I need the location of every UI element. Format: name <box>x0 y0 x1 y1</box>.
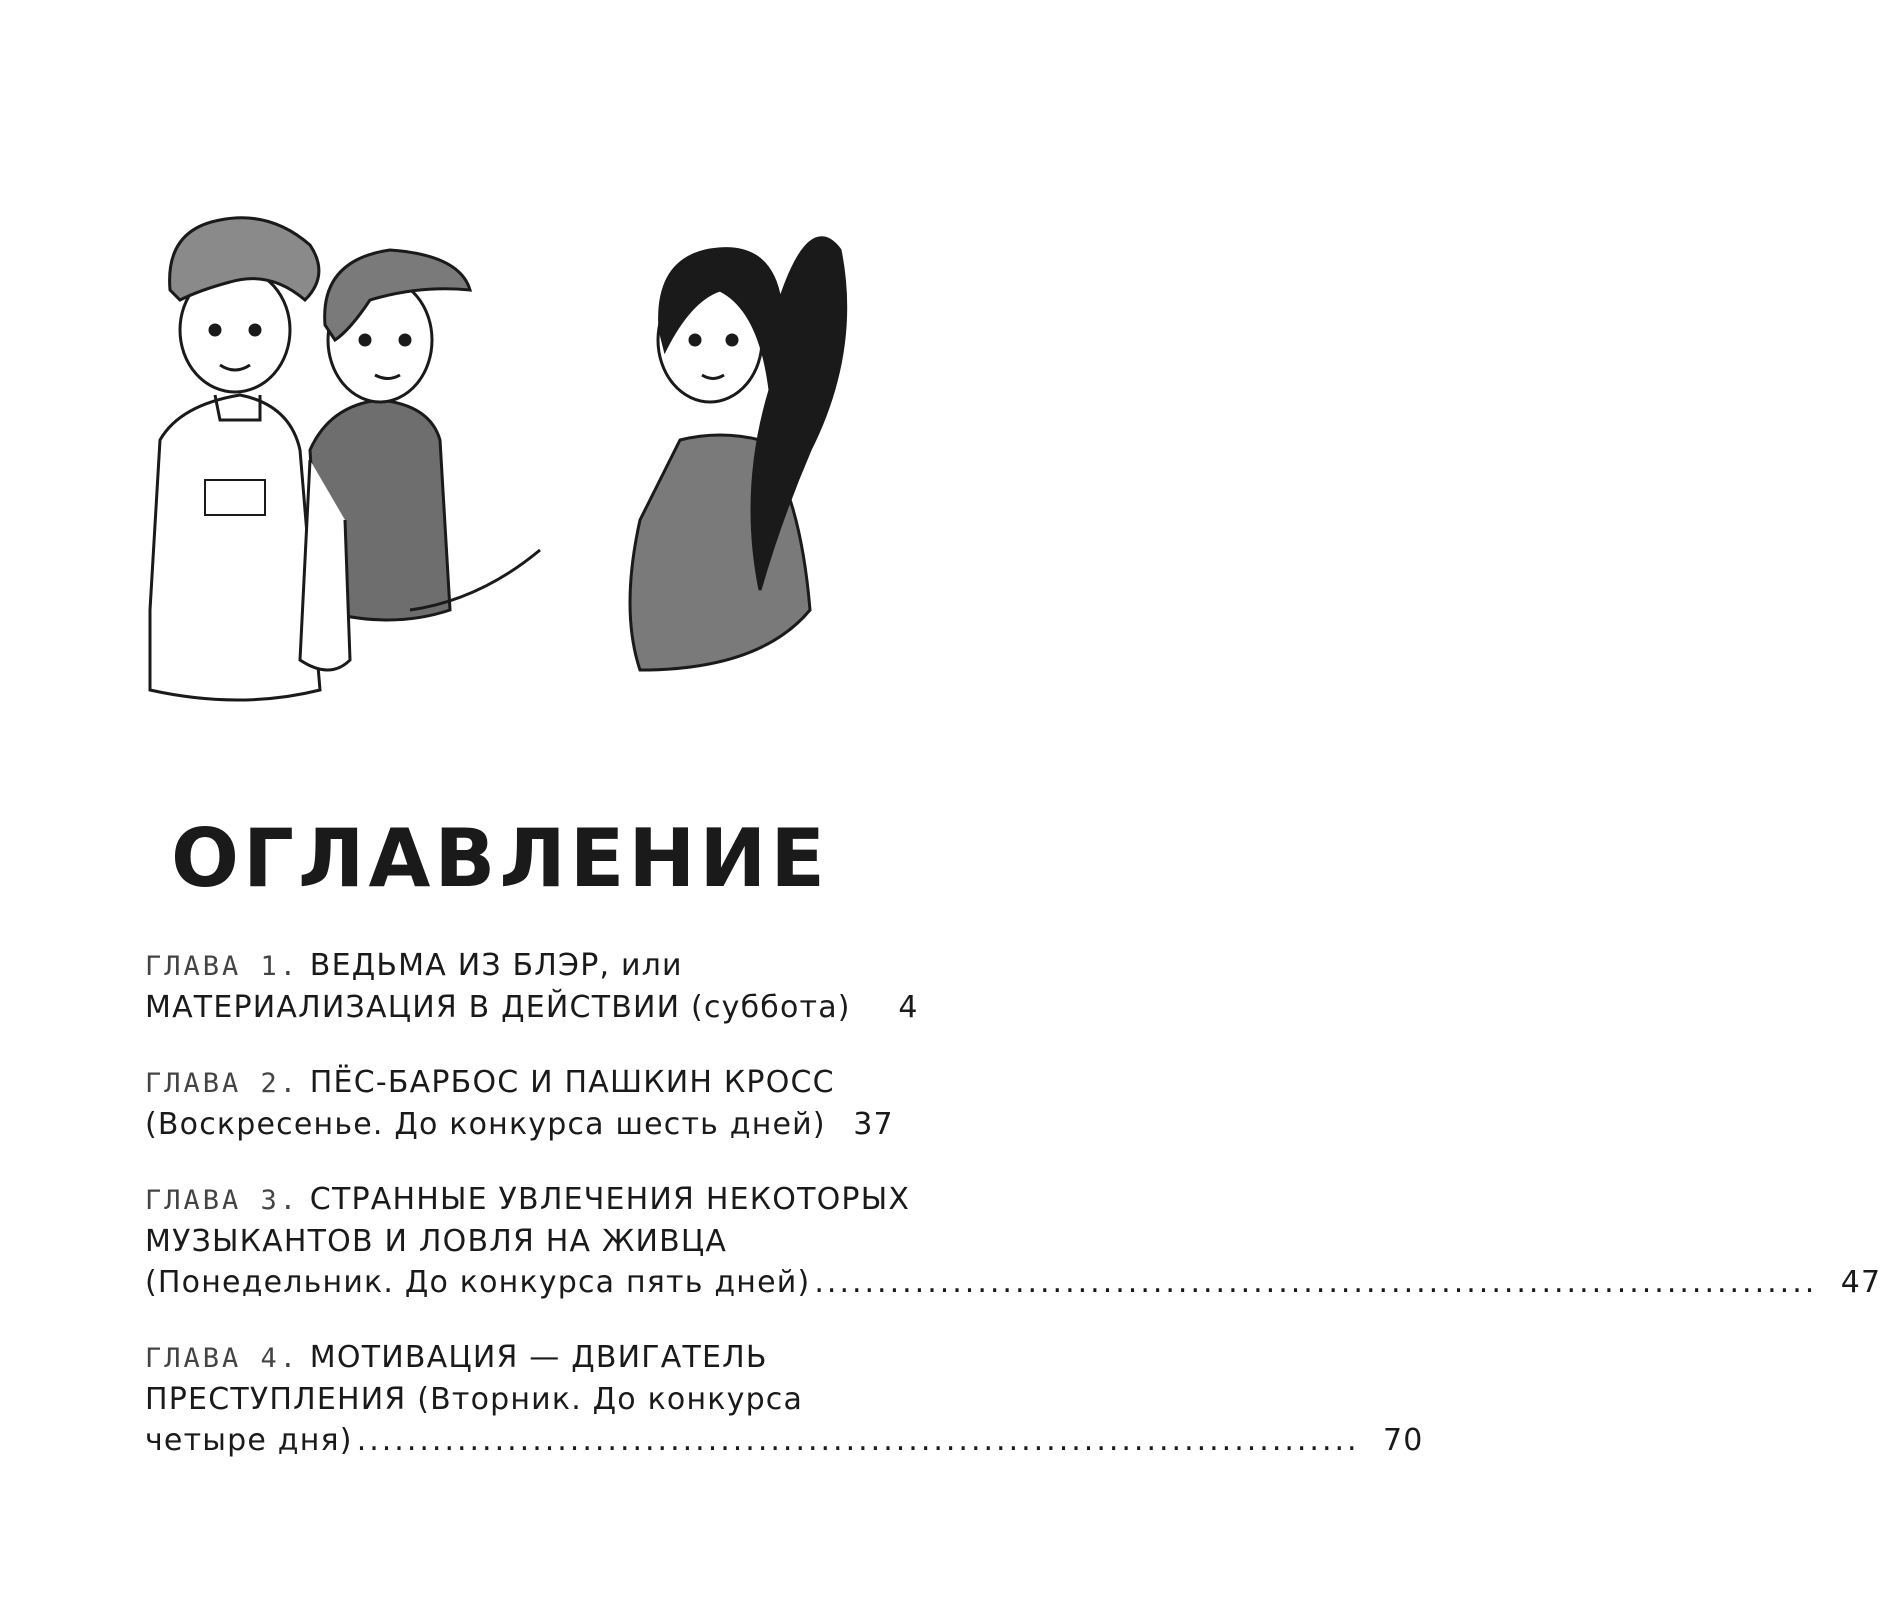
chapter-title-line: МУЗЫКАНТОВ И ЛОВЛЯ НА ЖИВЦА <box>145 1224 728 1259</box>
page-number: 47 <box>1840 1265 1881 1300</box>
curly-boy-figure <box>150 218 320 700</box>
toc-entry-line <box>145 1379 890 1420</box>
toc-entry-line <box>145 1062 890 1104</box>
chapter-title-line: МОТИВАЦИЯ — ДВИГАТЕЛЬ <box>309 1340 768 1375</box>
toc-entry-line <box>145 1221 890 1262</box>
chapter-title-line: ПРЕСТУПЛЕНИЯ (Вторник. До конкурса <box>145 1382 804 1417</box>
chapter-label: ГЛАВА 1. <box>145 951 300 982</box>
chapter-title-line: (Понедельник. До конкурса пять дней) <box>145 1265 811 1300</box>
toc-entry <box>145 1179 1881 1303</box>
toc-entry <box>145 1062 894 1145</box>
chapter-title-line: ВЕДЬМА ИЗ БЛЭР, или <box>309 948 683 983</box>
vest-boy-figure <box>300 250 540 670</box>
chapter-title-line: МАТЕРИАЛИЗАЦИЯ В ДЕЙСТВИИ (суббота) <box>145 990 851 1025</box>
table-of-contents <box>145 945 1881 1495</box>
toc-entry-last-line <box>145 1104 894 1145</box>
chapter-label: ГЛАВА 2. <box>145 1068 300 1099</box>
girl-figure <box>630 238 846 670</box>
page-number: 4 <box>898 990 919 1025</box>
chapter-title-line: СТРАННЫЕ УВЛЕЧЕНИЯ НЕКОТОРЫХ <box>309 1182 911 1217</box>
page-number: 70 <box>1383 1423 1424 1458</box>
toc-entry-line <box>145 1337 890 1379</box>
toc-entry-last-line <box>145 1420 1424 1461</box>
chapter-title-line: ПЁС-БАРБОС И ПАШКИН КРОСС <box>309 1065 835 1100</box>
characters-illustration <box>120 190 900 730</box>
toc-entry <box>145 1337 1424 1461</box>
toc-entry-line <box>145 1179 911 1221</box>
toc-entry <box>145 945 919 1028</box>
toc-entry-line <box>145 945 890 987</box>
dot-leader: ................................................................................ <box>814 1265 1818 1300</box>
toc-title: ОГЛАВЛЕНИЕ <box>171 812 829 905</box>
toc-entry-last-line <box>145 1262 1881 1303</box>
illustration-drawing <box>120 190 900 730</box>
chapter-title-line: четыре дня) <box>145 1423 353 1458</box>
chapter-label: ГЛАВА 3. <box>145 1185 300 1216</box>
toc-entry-last-line <box>145 987 919 1028</box>
chapter-title-line: (Воскресенье. До конкурса шесть дней) <box>145 1107 826 1142</box>
dot-leader: ................................................................................ <box>356 1423 1360 1458</box>
page-number: 37 <box>853 1107 894 1142</box>
chapter-label: ГЛАВА 4. <box>145 1343 300 1374</box>
